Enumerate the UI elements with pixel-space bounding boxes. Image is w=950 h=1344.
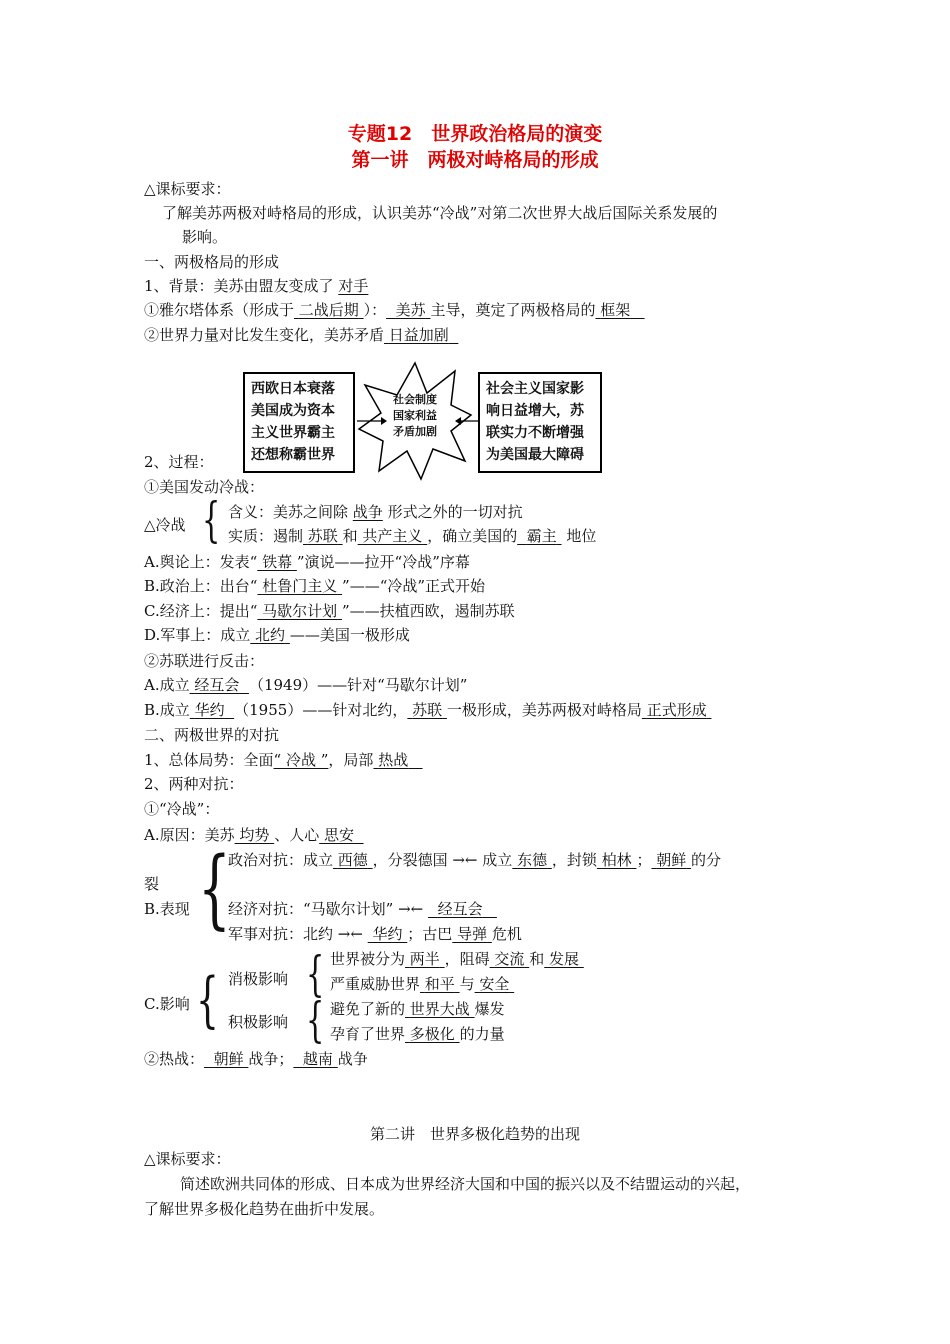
- background-line: 1、背景：美苏由盟友变成了 对手: [144, 277, 369, 295]
- page-title: 专题12 世界政治格局的演变: [347, 123, 603, 145]
- economic-confrontation: 经济对抗：“马歇尔计划” →← 经互会: [228, 900, 483, 918]
- brace: {: [198, 839, 231, 939]
- manifestation-label: B.表现: [144, 900, 190, 918]
- brace: {: [306, 946, 325, 1002]
- diagram-center: 社会制度 国家利益 矛盾加剧: [393, 393, 437, 438]
- political-confrontation: 政治对抗：成立 西德 ，分裂德国 →← 成立 东德 ，封锁 柏林 ； 朝鲜 的分: [228, 851, 722, 869]
- yalta-line: ①雅尔塔体系（形成于 二战后期 ）： 美苏 主导，奠定了两极格局的 框架: [144, 301, 631, 319]
- lecture-2-title: 第二讲 世界多极化趋势的出现: [369, 1125, 580, 1143]
- political-wrap: 裂: [144, 875, 160, 893]
- diagram-right-box: 社会主义国家影 响日益增大，苏 联实力不断增强 为美国最大障碍: [478, 372, 602, 473]
- cold-war-essence: 实质：遏制 苏联 和 共产主义 ，确立美国的 霸主 地位: [228, 527, 597, 545]
- req-text: 了解美苏两极对峙格局的形成，认识美苏“冷战”对第二次世界大战后国际关系发展的: [162, 204, 718, 222]
- req-text-2: 简述欧洲共同体的形成、日本成为世界经济大国和中国的振兴以及不结盟运动的兴起，: [180, 1175, 751, 1193]
- impact-label: C.影响: [144, 995, 190, 1013]
- req-text-2-cont: 了解世界多极化趋势在曲折中发展。: [144, 1200, 385, 1218]
- hot-war-line: ②热战： 朝鲜 战争； 越南 战争: [144, 1050, 368, 1068]
- two-confrontations: 2、两种对抗：: [144, 775, 244, 793]
- cold-war-heading: ①“冷战”：: [144, 800, 220, 818]
- military-line: D.军事上：成立 北约 ——美国一极形成: [144, 626, 410, 644]
- diagram-left-box: 西欧日本衰落 美国成为资本 主义世界霸主 还想称霸世界: [243, 372, 355, 473]
- section-heading-2: 二、两极世界的对抗: [144, 726, 280, 744]
- negative-impact-label: 消极影响: [228, 970, 289, 988]
- opinion-line: A.舆论上：发表“ 铁幕 ”演说——拉开“冷战”序幕: [144, 553, 470, 571]
- brace: {: [306, 992, 325, 1048]
- positive-impact-2: 孕育了世界 多极化 的力量: [330, 1025, 505, 1043]
- brace: {: [202, 492, 221, 548]
- soviet-response: ②苏联进行反击：: [144, 652, 265, 670]
- us-cold-war: ①美国发动冷战：: [144, 478, 265, 496]
- overall-situation: 1、总体局势：全面“ 冷战 ”，局部 热战: [144, 751, 409, 769]
- req-label: △课标要求：: [144, 180, 231, 198]
- military-confrontation: 军事对抗：北约 →← 华约 ；古巴 导弹 危机: [228, 925, 522, 943]
- politics-line: B.政治上：出台“ 杜鲁门主义 ”——“冷战”正式开始: [144, 577, 486, 595]
- warsaw-line: B.成立 华约 （1955）——针对北约， 苏联 一极形成，美苏两极对峙格局 正式形成: [144, 701, 707, 719]
- comecon-line: A.成立 经互会 （1949）——针对“马歇尔计划”: [144, 676, 468, 694]
- brace: {: [196, 965, 219, 1035]
- section-heading: 一、两极格局的形成: [144, 253, 280, 271]
- positive-impact-label: 积极影响: [228, 1013, 289, 1031]
- economy-line: C.经济上：提出“ 马歇尔计划 ”——扶植西欧，遏制苏联: [144, 602, 515, 620]
- req-label-2: △课标要求：: [144, 1150, 231, 1168]
- negative-impact-1: 世界被分为 两半 ，阻碍 交流 和 发展: [330, 950, 579, 968]
- cold-war-label: △冷战: [144, 516, 186, 534]
- req-text-cont: 影响。: [182, 228, 228, 246]
- negative-impact-2: 严重威胁世界 和平 与 安全: [330, 975, 510, 993]
- positive-impact-1: 避免了新的 世界大战 爆发: [330, 1000, 505, 1018]
- force-line: ②世界力量对比发生变化，美苏矛盾 日益加剧: [144, 326, 449, 344]
- page-subtitle: 第一讲 两极对峙格局的形成: [351, 149, 599, 171]
- cold-war-definition: 含义：美苏之间除 战争 形式之外的一切对抗: [228, 503, 523, 521]
- cause-line: A.原因：美苏 均势 、人心 思安: [144, 826, 354, 844]
- process-heading: 2、过程：: [144, 453, 214, 471]
